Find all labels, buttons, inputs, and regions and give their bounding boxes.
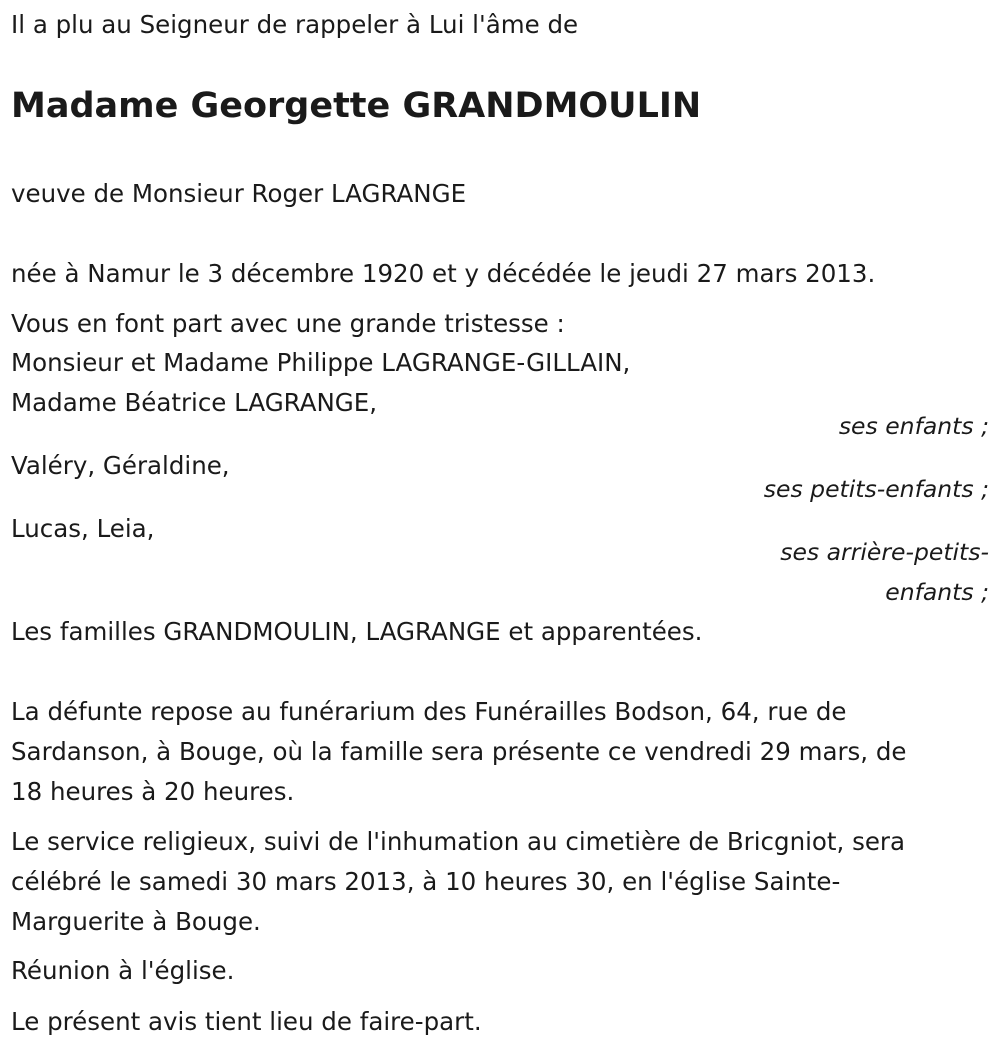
deceased-name: Madame Georgette GRANDMOULIN — [11, 86, 702, 126]
visitation-line: La défunte repose au funérarium des Funérailles Bodson, 64, rue de — [11, 697, 847, 726]
service-line: Marguerite à Bouge. — [11, 907, 261, 936]
gathering-text: Réunion à l'église. — [11, 956, 235, 985]
great-grandchildren-label-cont: enfants ; — [885, 578, 989, 606]
child-entry: Monsieur et Madame Philippe LAGRANGE-GILLAIN, — [11, 348, 631, 377]
child-entry: Madame Béatrice LAGRANGE, — [11, 388, 378, 417]
visitation-line: Sardanson, à Bouge, où la famille sera présente ce vendredi 29 mars, de — [11, 737, 907, 766]
service-line: Le service religieux, suivi de l'inhumation au cimetière de Bricgniot, sera — [11, 827, 905, 856]
service-line: célébré le samedi 30 mars 2013, à 10 heures 30, en l'église Sainte- — [11, 867, 841, 896]
grandchildren-entry: Valéry, Géraldine, — [11, 451, 230, 480]
great-grandchildren-label: ses arrière-petits- — [780, 538, 989, 566]
great-grandchildren-entry: Lucas, Leia, — [11, 514, 155, 543]
grandchildren-label: ses petits-enfants ; — [763, 475, 989, 503]
closing-text: Le présent avis tient lieu de faire-part. — [11, 1007, 482, 1036]
announcement-text: Vous en font part avec une grande tristesse : — [11, 309, 565, 338]
children-label: ses enfants ; — [838, 412, 989, 440]
families-text: Les familles GRANDMOULIN, LAGRANGE et apparentées. — [11, 617, 703, 646]
visitation-line: 18 heures à 20 heures. — [11, 777, 295, 806]
intro-text: Il a plu au Seigneur de rappeler à Lui l'âme de — [11, 10, 579, 39]
birth-death-text: née à Namur le 3 décembre 1920 et y décédée le jeudi 27 mars 2013. — [11, 259, 876, 288]
widow-of-text: veuve de Monsieur Roger LAGRANGE — [11, 179, 467, 208]
